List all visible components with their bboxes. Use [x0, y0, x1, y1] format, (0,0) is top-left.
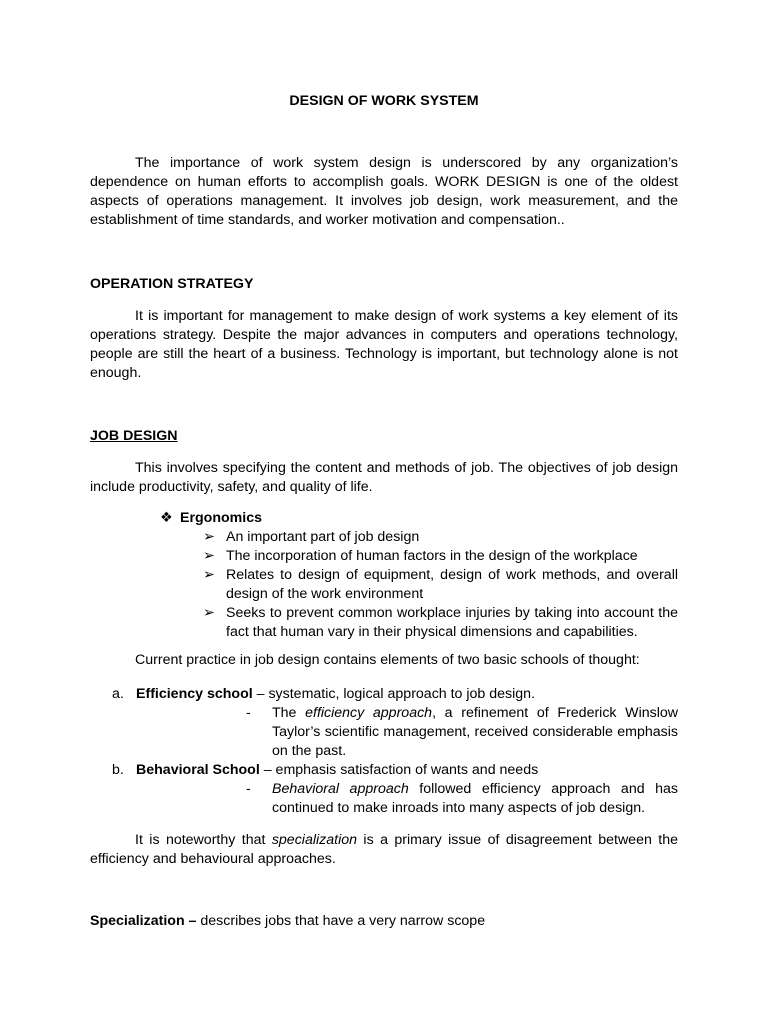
school-name: Efficiency school: [136, 686, 253, 702]
noteworthy-paragraph: [90, 831, 678, 869]
dash-bullet: -: [246, 705, 251, 721]
operation-strategy-heading: OPERATION STRATEGY: [90, 276, 254, 292]
school-description: – systematic, logical approach to job design.: [252, 686, 536, 702]
subitem-text: followed efficiency approach and has continued to make inroads into many aspects of job design.: [272, 781, 679, 816]
current-practice-text: Current practice in job design contains elements of two basic schools of thought:: [135, 652, 640, 668]
specialization-text: describes jobs that have a very narrow scope: [196, 913, 486, 929]
noteworthy-text: is a primary issue of disagreement between the efficiency and behavioural approaches.: [90, 832, 678, 867]
school-name: Behavioral School: [136, 762, 260, 778]
arrow-bullet-icon: ➢: [203, 605, 215, 621]
efficiency-approach-subitem: [246, 704, 678, 761]
job-design-text: This involves specifying the content and methods of job. The objectives of job design include productivity, safety, and quality of life.: [90, 460, 678, 495]
noteworthy-italic: specialization: [271, 832, 358, 848]
diamond-bullet-icon: ❖: [160, 510, 173, 526]
list-item: [203, 566, 678, 604]
list-item: [203, 604, 678, 642]
item-letter: a.: [112, 686, 124, 702]
list-item-text: Relates to design of equipment, design of work methods, and overall design of the work environment: [226, 567, 678, 602]
intro-paragraph: [90, 154, 678, 230]
noteworthy-prefix: It is noteworthy that: [135, 832, 272, 848]
list-item-text: An important part of job design: [226, 529, 420, 545]
ergonomics-list: [203, 528, 678, 642]
ergonomics-heading: [160, 509, 262, 528]
behavioral-school-item: [112, 761, 538, 780]
document-title: DESIGN OF WORK SYSTEM: [289, 93, 479, 109]
specialization-term: Specialization –: [90, 913, 197, 929]
arrow-bullet-icon: ➢: [203, 548, 215, 564]
specialization-definition: [90, 912, 678, 931]
behavioral-approach-subitem: [246, 780, 678, 818]
subitem-text: , a refinement of Frederick Winslow Taylor’s scientific management, received considerable emphasis on the past.: [272, 705, 678, 759]
item-letter: b.: [112, 762, 124, 778]
arrow-bullet-icon: ➢: [203, 529, 215, 545]
list-item: [203, 528, 678, 547]
list-item: [203, 547, 678, 566]
intro-text: The importance of work system design is underscored by any organization’s dependence on human efforts to accomplish goals. WORK DESIGN is one of the oldest aspects of operations management. It involves job design, work measurement, and the establishment of time standards, and worker motivation and compensation..: [90, 155, 678, 228]
current-practice-paragraph: [90, 651, 678, 670]
job-design-paragraph: [90, 459, 678, 497]
arrow-bullet-icon: ➢: [203, 567, 215, 583]
efficiency-school-item: [112, 685, 535, 704]
list-item-text: Seeks to prevent common workplace injuries by taking into account the fact that human vary in their physical dimensions and capabilities.: [226, 605, 678, 640]
operation-strategy-paragraph: [90, 307, 678, 383]
ergonomics-label: Ergonomics: [180, 510, 262, 526]
school-description: – emphasis satisfaction of wants and needs: [259, 762, 539, 778]
subitem-italic: Behavioral approach: [272, 781, 409, 797]
job-design-heading: JOB DESIGN: [90, 428, 178, 444]
subitem-italic: efficiency approach: [305, 705, 433, 721]
subitem-prefix: The: [272, 705, 306, 721]
operation-strategy-text: It is important for management to make design of work systems a key element of its operations strategy. Despite the major advances in computers and operations technology, people are still the heart of a business. Technology is important, but technology alone is not enough.: [90, 308, 678, 381]
list-item-text: The incorporation of human factors in the design of the workplace: [226, 548, 638, 564]
dash-bullet: -: [246, 781, 251, 797]
